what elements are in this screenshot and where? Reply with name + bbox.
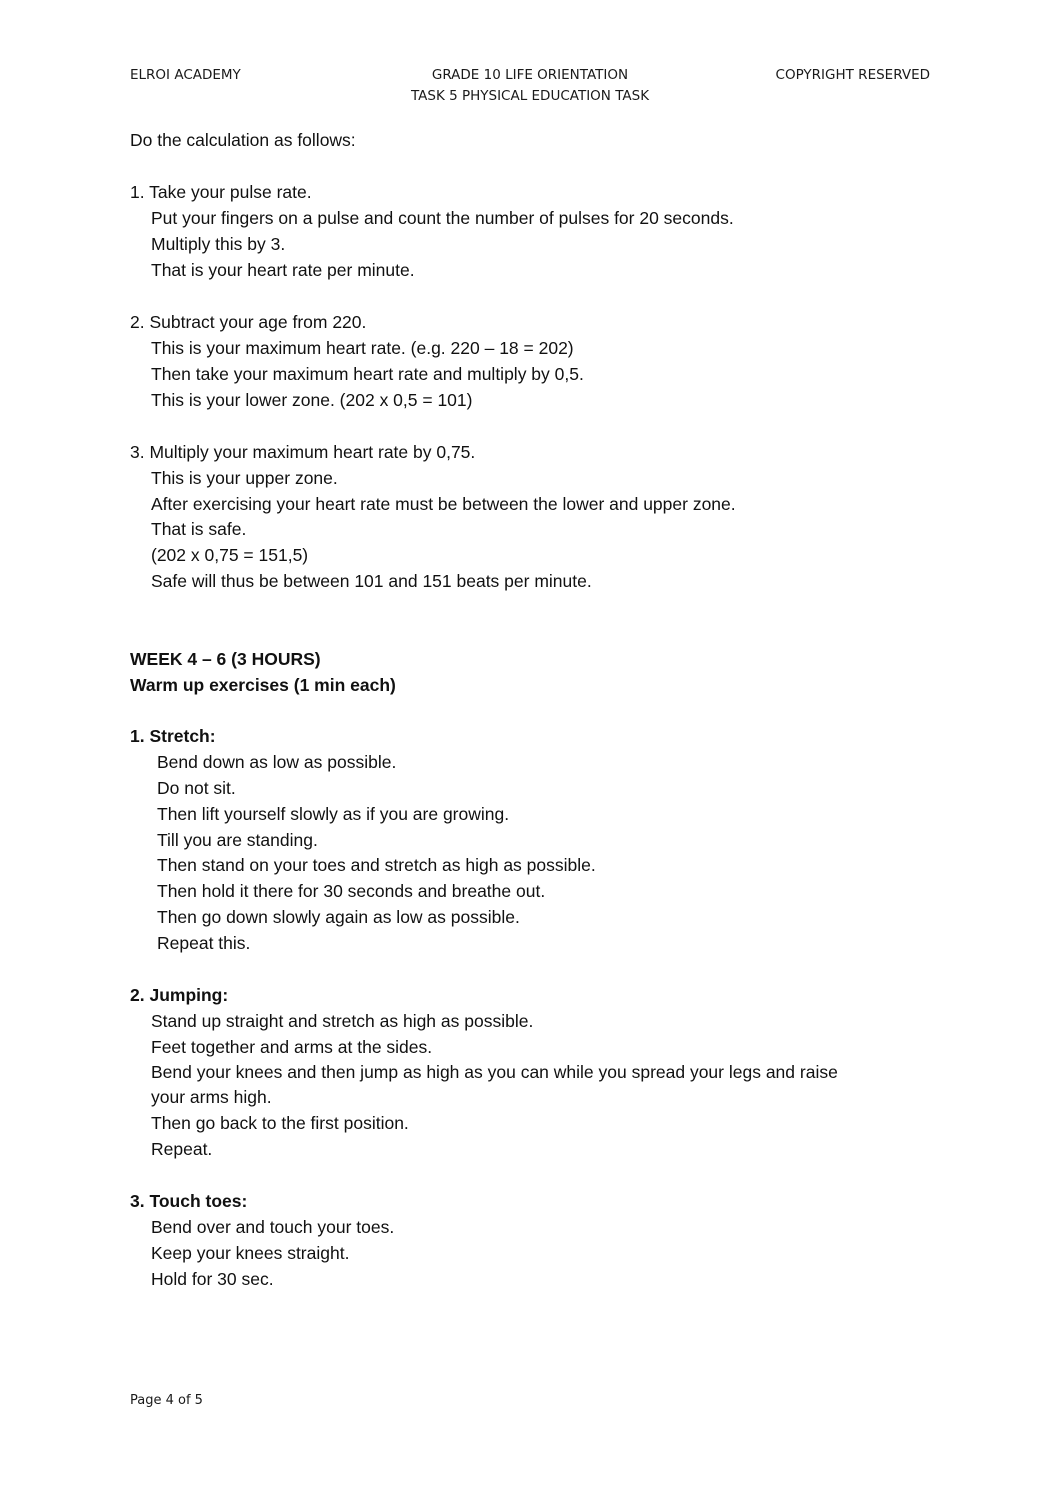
exercise-line: Repeat this.: [157, 933, 251, 953]
step-line: This is your maximum heart rate. (e.g. 220 – 18 = 202): [151, 338, 574, 358]
exercise-line: Feet together and arms at the sides.: [151, 1037, 433, 1057]
step-line: This is your lower zone. (202 x 0,5 = 101): [151, 390, 473, 410]
exercise-line: Bend over and touch your toes.: [151, 1217, 395, 1237]
exercise-line: your arms high.: [151, 1087, 272, 1107]
step-title: 2. Subtract your age from 220.: [130, 312, 367, 332]
step-line: That is safe.: [151, 519, 247, 539]
step-line: Put your fingers on a pulse and count the number of pulses for 20 seconds.: [151, 208, 734, 228]
exercise-line: Keep your knees straight.: [151, 1243, 350, 1263]
step-line: Multiply this by 3.: [151, 234, 286, 254]
exercise-line: Repeat.: [151, 1139, 213, 1159]
exercise-title: 2. Jumping:: [130, 985, 229, 1005]
week-heading: WEEK 4 – 6 (3 HOURS): [130, 649, 321, 669]
exercise-line: Then lift yourself slowly as if you are growing.: [157, 804, 510, 824]
exercise-line: Bend down as low as possible.: [157, 752, 397, 772]
step-line: Safe will thus be between 101 and 151 beats per minute.: [151, 571, 592, 591]
header-copyright: COPYRIGHT RESERVED: [775, 67, 930, 83]
exercise-line: Then go down slowly again as low as possible.: [157, 907, 520, 927]
header-school-name: ELROI ACADEMY: [130, 67, 241, 83]
exercise-title: 1. Stretch:: [130, 726, 216, 746]
step-title: 3. Multiply your maximum heart rate by 0,75.: [130, 442, 476, 462]
week-subheading: Warm up exercises (1 min each): [130, 675, 396, 695]
step-line: Then take your maximum heart rate and multiply by 0,5.: [151, 364, 584, 384]
exercise-line: Till you are standing.: [157, 830, 318, 850]
exercise-title: 3. Touch toes:: [130, 1191, 248, 1211]
intro-text: Do the calculation as follows:: [130, 130, 356, 150]
exercise-line: Then hold it there for 30 seconds and breathe out.: [157, 881, 546, 901]
step-line: That is your heart rate per minute.: [151, 260, 415, 280]
exercise-line: Then go back to the first position.: [151, 1113, 409, 1133]
header-subject: GRADE 10 LIFE ORIENTATION: [431, 67, 629, 83]
exercise-line: Stand up straight and stretch as high as possible.: [151, 1011, 534, 1031]
header-task-title: TASK 5 PHYSICAL EDUCATION TASK: [410, 88, 650, 104]
step-line: This is your upper zone.: [151, 468, 338, 488]
step-line: (202 x 0,75 = 151,5): [151, 545, 309, 565]
exercise-line: Do not sit.: [157, 778, 236, 798]
page-number: Page 4 of 5: [130, 1393, 203, 1408]
exercise-line: Hold for 30 sec.: [151, 1269, 274, 1289]
exercise-line: Bend your knees and then jump as high as you can while you spread your legs and raise: [151, 1062, 838, 1082]
step-title: 1. Take your pulse rate.: [130, 182, 312, 202]
step-line: After exercising your heart rate must be between the lower and upper zone.: [151, 494, 736, 514]
exercise-line: Then stand on your toes and stretch as high as possible.: [157, 855, 596, 875]
